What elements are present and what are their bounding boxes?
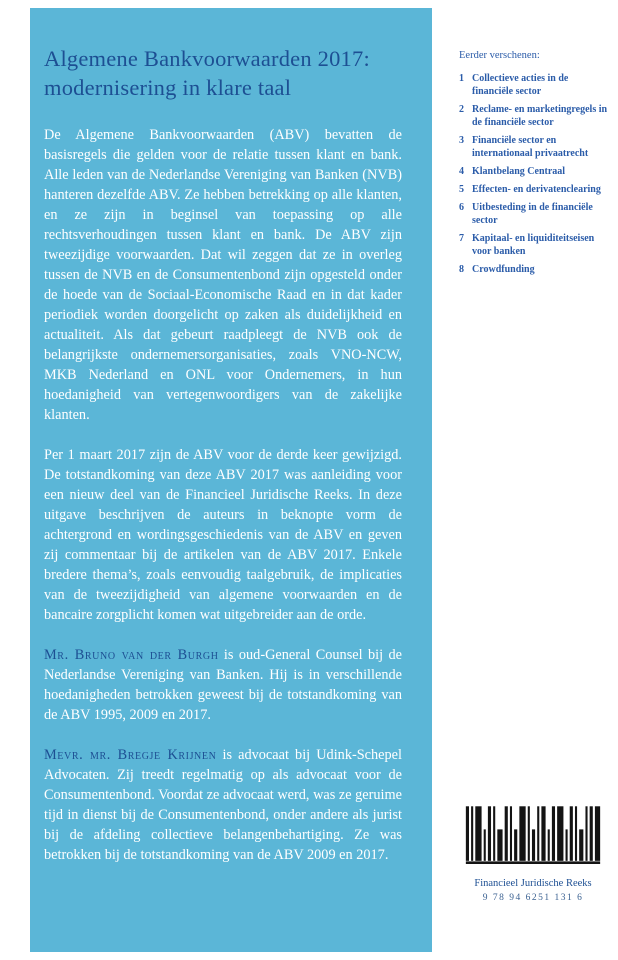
list-item <box>459 263 609 276</box>
list-item-number: 1 <box>459 73 464 84</box>
list-item <box>459 232 609 258</box>
list-item-title: Kapitaal- en liquiditeitseisen voor banken <box>472 233 595 257</box>
author-2-text: is advocaat bij Udink-Schepel Advocaten. Zij treedt regelmatig op als advocaat voor de Consumentenbond. Voordat ze advocaat werd, was ze geruime tijd in dienst bij de Consumentenbond, onder andere als jurist bij de afdeling collectieve belangenbehartiging. Ze was betrokken bij de totstandkoming van de ABV 2009 en 2017. <box>44 746 402 863</box>
series-name: Financieel Juridische Reeks <box>474 878 592 889</box>
list-item <box>459 134 609 160</box>
list-item-title: Uitbesteding in de financiële sector <box>472 202 593 226</box>
list-item-number: 7 <box>459 233 464 244</box>
list-item <box>459 103 609 129</box>
author-2-name: Mevr. mr. Bregje Krijnen <box>44 746 217 763</box>
author-bio-1 <box>44 645 402 725</box>
list-item <box>459 165 609 178</box>
isbn-number: 9 78 94 6251 131 6 <box>482 893 584 903</box>
author-bio-2 <box>44 745 402 865</box>
list-item-number: 8 <box>459 264 464 275</box>
list-item-number: 2 <box>459 104 464 115</box>
list-item-title: Reclame- en marketingregels in de financiële sector <box>472 104 608 128</box>
edition-paragraph: Per 1 maart 2017 zijn de ABV voor de derde keer gewijzigd. De totstandkoming van deze ABV 2017 was aanleiding voor een nieuw deel van de Financieel Juridische Reeks. In deze uitgave beschrijven de auteurs in beknopte vorm de achtergrond en wordingsgeschiedenis van de ABV en geven zij commentaar bij de artikelen van de ABV 2017. Enkele bredere thema’s, zoals eenvoudig taalgebruik, de implicaties van de tweezijdigheid van algemene voorwaarden en de bancaire zorgplicht komen wat uitgebreider aan de orde. <box>44 446 402 623</box>
author-1-name: Mr. Bruno van der Burgh <box>44 646 219 663</box>
author-1-text: is oud-General Counsel bij de Nederlandse Vereniging van Banken. Hij is in verschillende hoedanigheden betrokken geweest bij de totstandkoming van de ABV 1995, 2009 en 2017. <box>44 646 402 723</box>
cover-title <box>44 44 402 103</box>
publisher-block <box>457 800 609 903</box>
list-item-title: Klantbelang Centraal <box>472 166 566 177</box>
list-item-title: Effecten- en derivatenclearing <box>472 184 601 195</box>
cover-main-panel <box>30 8 432 952</box>
list-item-number: 4 <box>459 166 464 177</box>
list-item-number: 5 <box>459 184 464 195</box>
list-item-title: Collectieve acties in de financiële sector <box>472 73 569 97</box>
previously-published-heading: Eerder verschenen: <box>459 50 540 61</box>
barcode-logo <box>465 800 601 864</box>
list-item <box>459 201 609 227</box>
list-item-number: 6 <box>459 202 464 213</box>
cover-title-line1: Algemene Bankvoorwaarden 2017: <box>44 46 370 71</box>
list-item <box>459 72 609 98</box>
list-item-title: Crowdfunding <box>472 264 535 275</box>
cover-title-line2: modernisering in klare taal <box>44 75 292 101</box>
list-item-number: 3 <box>459 135 464 146</box>
list-item <box>459 183 609 196</box>
intro-paragraph: De Algemene Bankvoorwaarden (ABV) bevatten de basisregels die gelden voor de relatie tussen klant en bank. Alle leden van de Nederlandse Vereniging van Banken (NVB) hanteren dezelfde ABV. Ze hebben betrekking op alle klanten, en ze zijn in beginsel van toepassing op alle rechtsverhoudingen tussen klant en bank. De ABV zijn tweezijdige voorwaarden. Dat wil zeggen dat ze in overleg tussen de NVB en de Consumentenbond zijn opgesteld onder de hoede van de Sociaal-Economische Raad en in dat kader periodiek worden doorgelicht op zaken als duidelijkheid en actualiteit. Als dat gebeurt raadpleegt de NVB ook de belangrijkste ondernemersorganisaties, zoals VNO-NCW, MKB Nederland en ONL voor Ondernemers, in hun hoedanigheid van vertegenwoordigers van de zakelijke klanten. <box>44 126 402 423</box>
list-item-title: Financiële sector en internationaal privaatrecht <box>472 135 589 159</box>
previously-published-list <box>459 50 609 281</box>
